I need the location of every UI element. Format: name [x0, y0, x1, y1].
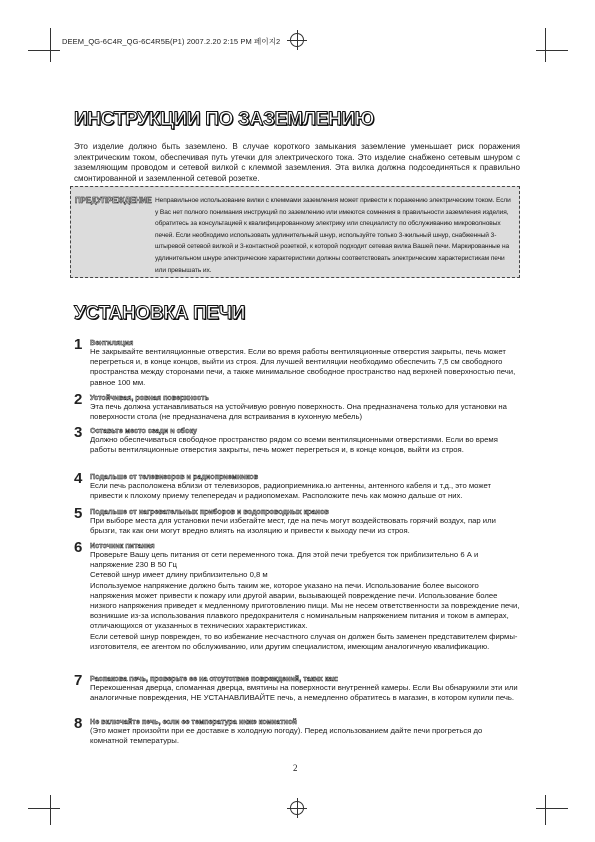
- item-text: Должно обеспечиваться свободное пространство рядом со всеми вентиляционными отверстиями. Если во время работы вентиляционные отверстия закрыты, печь может перегреться и, в конце концов, выйти из строя.: [90, 435, 498, 455]
- warning-label: ПРЕДУПРЕЖДЕНИЕ: [75, 196, 152, 205]
- item-number: 6: [74, 539, 83, 556]
- item-number: 1: [74, 336, 83, 353]
- item-number: 5: [74, 505, 83, 522]
- crop-mark: [50, 795, 51, 825]
- item-text: Перекошенная дверца, сломанная дверца, вмятины на поверхности внутренней камеры. Если Вы обнаружили эти или аналогичные повреждения, НЕ УСТАНАВЛИВАЙТЕ печь, а немедленно обратитесь в магазин, в котором купили печь.: [90, 683, 518, 703]
- grounding-title: ИНСТРУКЦИИ ПО ЗАЗЕМЛЕНИЮ: [74, 109, 375, 130]
- item-title: Распакова печь, проверьте ее на отсутствие повреждений, таких как:: [90, 674, 339, 683]
- item-title: Источник питания: [90, 541, 155, 550]
- crop-mark: [545, 795, 546, 825]
- page-number: 2: [293, 763, 298, 773]
- grounding-paragraph: Это изделие должно быть заземлено. В случае короткого замыкания заземление уменьшает риск поражения электрическим током, обеспечивая путь утечки для электрического тока. Это изделие снабжено сетевым шнуром с заземляющим проводом и сетевой вилкой с клеммой заземления. Эта вилка должна подсоединяться к правильно смонтированной и заземленной сетевой розетке.: [74, 142, 520, 183]
- crop-mark: [536, 808, 568, 809]
- item-number: 2: [74, 391, 83, 408]
- crop-mark: [50, 28, 51, 62]
- item-title: Подальше от нагревательных приборов и водопроводных кранов: [90, 507, 329, 516]
- warning-text: Неправильное использование вилки с клеммами заземления может привести к поражению электрическим током. Если у Вас нет полного понимания инструкций по заземлению или имеются сомнения в правильности заземления изделия, обратитесь за консультацией к квалифицированному электрику или специалисту по обслуживанию микроволновых печей. Если необходимо использовать удлинительный шнур, используйте только 3-жильный шнур, снабженный 3-штыревой сетевой вилкой и 3-контактной розеткой, к которой подходит сетевая вилка Вашей печи. Маркированные на удлинительном шнуре электрические характеристики должны соответствовать электрическим характеристикам печи или превышать их.: [155, 197, 511, 274]
- crop-mark: [545, 28, 546, 62]
- item-title: Устойчивая, ровная поверхность: [90, 393, 209, 402]
- item-number: 7: [74, 672, 83, 689]
- registration-mark-icon: [290, 33, 304, 47]
- registration-mark-icon: [290, 801, 304, 815]
- installation-title: УСТАНОВКА ПЕЧИ: [74, 303, 246, 324]
- item-text: Если печь расположена вблизи от телевизоров, радиоприемника.ю антенны, антенного кабеля и т.д., это может привести к плохому приему телепередач и радиопомехам. Расположите печь как можно дальше от них.: [90, 481, 492, 501]
- warning-box: [70, 186, 520, 278]
- item-text: При выборе места для установки печи избегайте мест, где на печь могут воздействовать горячий воздух, пар или брызги, так как они могут вредно влиять на изоляцию и привести к выходу печи из строя.: [90, 516, 496, 536]
- item-number: 4: [74, 470, 83, 487]
- item-title: Подальше от телевизоров и радиоприемников: [90, 472, 259, 481]
- item-text: Проверьте Вашу цепь питания от сети переменного тока. Для этой печи требуется ток приблизительно 6 А и напряжение 230 В 50 Гц Сетевой шнур имеет длину приблизительно 0,8 м Используемое напряжение должно быть таким же, которое указано на печи. Использование более высокого напряжения может привести к пожару или другой аварии, вызывающей повреждение печи. Использование более низкого напряжения приведет к медленному приготовлению пищи. Мы не несем ответственности за повреждение печи, возникшие из-за использования плавкого предохранителя с номинальным напряжением питания и током в амперах, отличающихся от указанных в технических характеристиках. Если сетевой шнур поврежден, то во избежание несчастного случая он должен быть заменен представителем фирмы-изготовителя, ее агентом по обслуживанию, или другим специалистом, имеющим аналогичную квалификацию.: [90, 550, 520, 651]
- file-header: DEEM_QG-6C4R_QG-6C4R5Б(Р1) 2007.2.20 2:15 PM 페이지2: [62, 37, 281, 46]
- item-title: Не включайте печь, если ее температура ниже комнатной: [90, 717, 297, 726]
- item-number: 8: [74, 715, 83, 732]
- item-number: 3: [74, 424, 83, 441]
- item-text: (Это может произойти при ее доставке в холодную погоду). Перед использованием дайте печи прогреться до комнатной температуры.: [90, 726, 483, 746]
- item-text: Не закрывайте вентиляционные отверстия. Если во время работы вентиляционные отверстия закрыты, печь может перегреться и, в конце концов, выйти из строя. Для лучшей вентиляции необходимо обеспечить 7,5 см свободного пространства между сторонами печи, а также минимальное свободное пространство над верхней поверхностью печи, равное 100 мм.: [90, 347, 516, 387]
- crop-mark: [28, 808, 60, 809]
- item-title: Вентиляция: [90, 338, 134, 347]
- crop-mark: [28, 50, 60, 51]
- item-text: Эта печь должна устанавливаться на устойчивую ровную поверхность. Она предназначена только для установки на поверхности стола (не предназначена для встраивания в кухонную мебель): [90, 402, 507, 422]
- crop-mark: [536, 50, 568, 51]
- item-title: Оставьте место сзади и сбоку: [90, 426, 198, 435]
